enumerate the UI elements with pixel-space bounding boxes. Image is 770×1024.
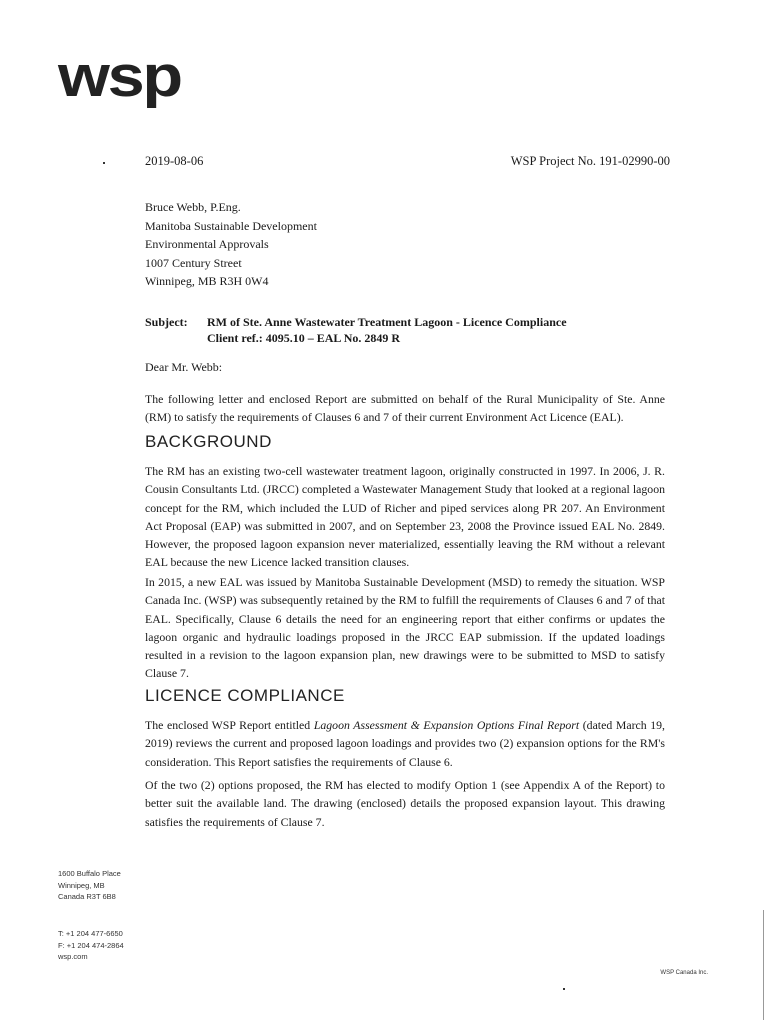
scan-edge	[763, 910, 764, 1020]
footer-address-line: 1600 Buffalo Place	[58, 869, 121, 878]
recipient-address	[145, 198, 317, 291]
scan-mark	[103, 162, 105, 164]
intro-paragraph: The following letter and enclosed Report are submitted on behalf of the Rural Municipality of Ste. Anne (RM) to satisfy the requirements of Clauses 6 and 7 of their current Environment Act Licence (EAL).	[145, 392, 665, 425]
footer-website: wsp.com	[58, 952, 88, 961]
recipient-line: Environmental Approvals	[145, 237, 269, 251]
compliance-paragraph-1	[145, 716, 665, 771]
recipient-line: Winnipeg, MB R3H 0W4	[145, 274, 269, 288]
footer-address	[58, 868, 121, 903]
compliance-paragraph-2: Of the two (2) options proposed, the RM has elected to modify Option 1 (see Appendix A of the Report) to better suit the available land. The drawing (enclosed) details the proposed expansion layout. This drawing satisfies the requirements of Clause 7.	[145, 778, 665, 829]
footer-brand: WSP Canada Inc.	[660, 970, 708, 976]
recipient-line: Bruce Webb, P.Eng.	[145, 200, 241, 214]
subject-label: Subject:	[145, 315, 188, 329]
background-paragraph-2: In 2015, a new EAL was issued by Manitoba Sustainable Development (MSD) to remedy the situation. WSP Canada Inc. (WSP) was subsequently retained by the RM to fulfill the requirements of Clauses 6 and 7 of that EAL. Specifically, Clause 6 details the need for an engineering report that either confirms or updates the lagoon organic and hydraulic loadings proposed in the JRCC EAP submission. If the updated loadings resulted in a revision to the lagoon expansion plan, new drawings were to be submitted to MSD to satisfy Clause 7.	[145, 575, 665, 681]
background-paragraph-1: The RM has an existing two-cell wastewater treatment lagoon, originally constructed in 1997. In 2006, J. R. Cousin Consultants Ltd. (JRCC) completed a Wastewater Management Study that looked at a regional lagoon concept for the RM, which included the LUD of Richer and piped services along PR 207. An Environment Act Proposal (EAP) was submitted in 2007, and on September 23, 2008 the Province issued EAL No. 2849. However, the proposed lagoon expansion never materialized, essentially leaving the RM without a relevant EAL because the new Licence lacked transition clauses.	[145, 464, 665, 570]
recipient-line: Manitoba Sustainable Development	[145, 218, 317, 233]
subject-line-1: RM of Ste. Anne Wastewater Treatment Lagoon - Licence Compliance	[207, 315, 567, 329]
subject-line-2: Client ref.: 4095.10 – EAL No. 2849 R	[207, 331, 401, 345]
project-number: WSP Project No. 191-02990-00	[510, 154, 670, 168]
recipient-line: 1007 Century Street	[145, 255, 242, 270]
wsp-logo: wsp	[58, 44, 181, 109]
compliance-text-before: The enclosed WSP Report entitled	[145, 718, 314, 732]
heading-licence-compliance: LICENCE COMPLIANCE	[145, 686, 345, 705]
compliance-text-after: (dated March 19, 2019) reviews the current and proposed lagoon loadings and provides two (2) expansion options for the RM's consideration. This Report satisfies the requirements of Clause 6.	[145, 718, 665, 769]
report-title: Lagoon Assessment & Expansion Options Final Report	[313, 718, 580, 732]
heading-background: BACKGROUND	[145, 432, 272, 451]
letter-date: 2019-08-06	[145, 154, 204, 168]
footer-contact	[58, 928, 124, 963]
salutation: Dear Mr. Webb:	[145, 360, 223, 374]
footer-address-line: Canada R3T 6B8	[58, 892, 116, 901]
footer-phone: T: +1 204 477-6650	[58, 929, 123, 938]
footer-address-line: Winnipeg, MB	[58, 880, 105, 890]
subject-block	[145, 314, 567, 346]
scan-mark	[563, 988, 565, 990]
footer-fax: F: +1 204 474-2864	[58, 940, 124, 950]
